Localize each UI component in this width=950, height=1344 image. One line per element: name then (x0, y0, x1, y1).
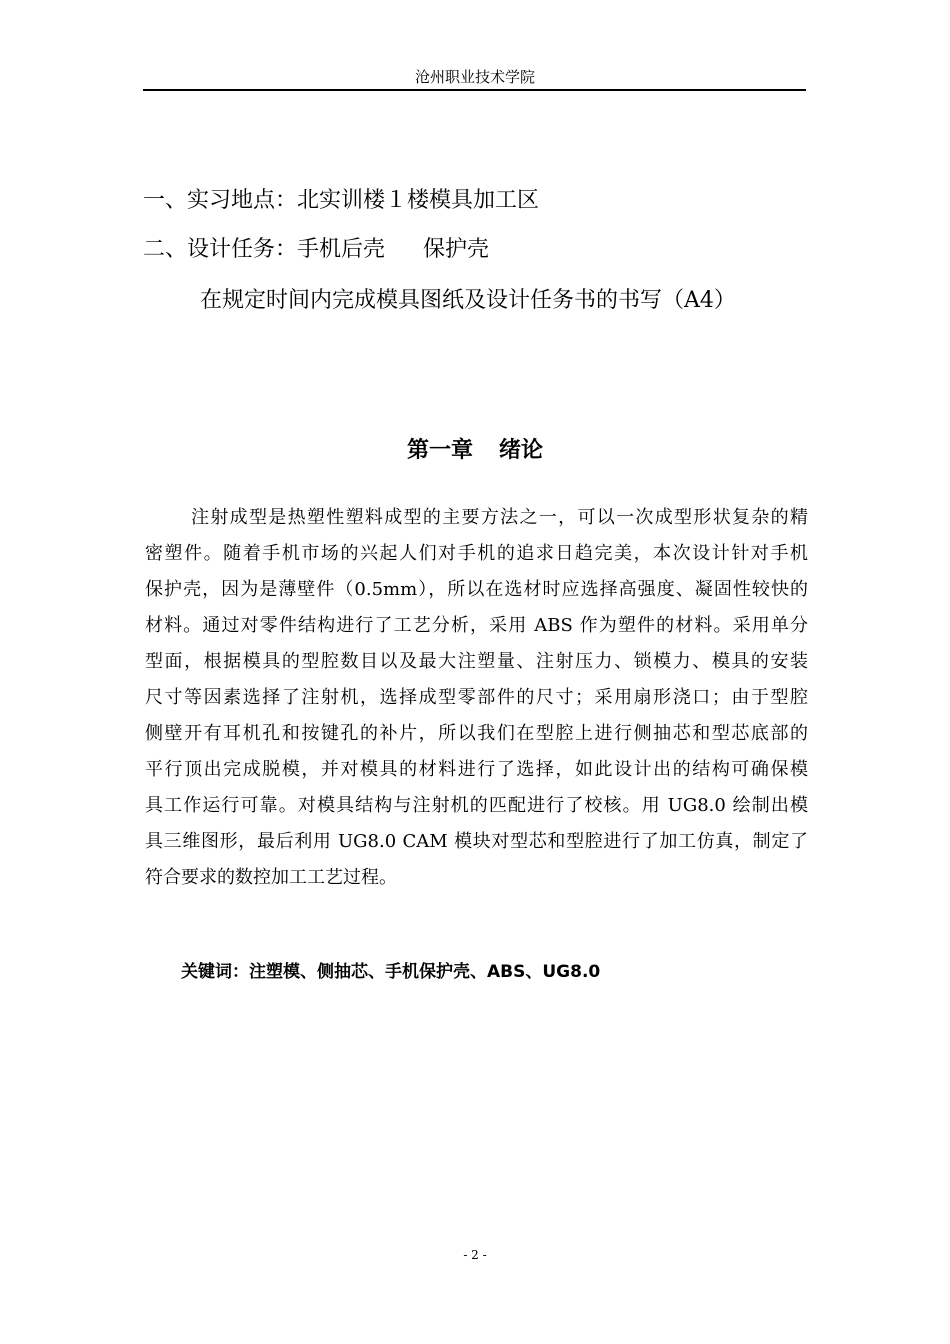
task-label: 二、设计任务： (143, 237, 298, 262)
keywords: 关键词：注塑模、侧抽芯、手机保护壳、ABS、UG8.0 (181, 962, 601, 982)
abstract-line: 型面，根据模具的型腔数目以及最大注塑量、注射压力、锁模力、模具的安装 (145, 651, 808, 672)
chapter-title: 绪论 (499, 438, 544, 463)
abstract-line: 材料。通过对零件结构进行了工艺分析，采用 ABS 作为塑件的材料。采用单分 (145, 615, 808, 636)
abstract-paragraph (145, 500, 808, 896)
abstract-line: 尺寸等因素选择了注射机，选择成型零部件的尺寸；采用扇形浇口；由于型腔 (145, 687, 808, 708)
abstract-line: 具三维图形，最后利用 UG8.0 CAM 模块对型芯和型腔进行了加工仿真，制定了 (145, 831, 808, 852)
abstract-line: 密塑件。随着手机市场的兴起人们对手机的追求日趋完美，本次设计针对手机 (145, 543, 808, 564)
location-label: 一、实习地点： (143, 188, 298, 213)
chapter-number: 第一章 (406, 438, 473, 463)
location-value: 北实训楼１楼模具加工区 (297, 188, 540, 213)
info-location (143, 186, 539, 216)
abstract-line: 具工作运行可靠。对模具结构与注射机的匹配进行了校核。用 UG8.0 绘制出模 (145, 795, 808, 816)
header-institution: 沧州职业技术学院 (414, 68, 535, 86)
abstract-line: 平行顶出完成脱模，并对模具的材料进行了选择，如此设计出的结构可确保模 (145, 759, 808, 780)
abstract-line: 符合要求的数控加工工艺过程。 (145, 867, 397, 888)
abstract-line: 侧壁开有耳机孔和按键孔的补片，所以我们在型腔上进行侧抽芯和型芯底部的 (145, 723, 808, 744)
task-note: 在规定时间内完成模具图纸及设计任务书的书写（A4） (200, 288, 736, 313)
info-task (143, 235, 489, 265)
chapter-heading (0, 436, 950, 466)
task-value-1: 手机后壳 (297, 237, 386, 262)
abstract-line: 注射成型是热塑性塑料成型的主要方法之一，可以一次成型形状复杂的精 (191, 507, 808, 528)
task-value-2: 保护壳 (423, 237, 490, 262)
header-rule (143, 89, 806, 91)
abstract-line: 保护壳，因为是薄壁件（0.5mm），所以在选材时应选择高强度、凝固性较快的 (145, 579, 808, 600)
page-number: - 2 - (463, 1248, 487, 1262)
